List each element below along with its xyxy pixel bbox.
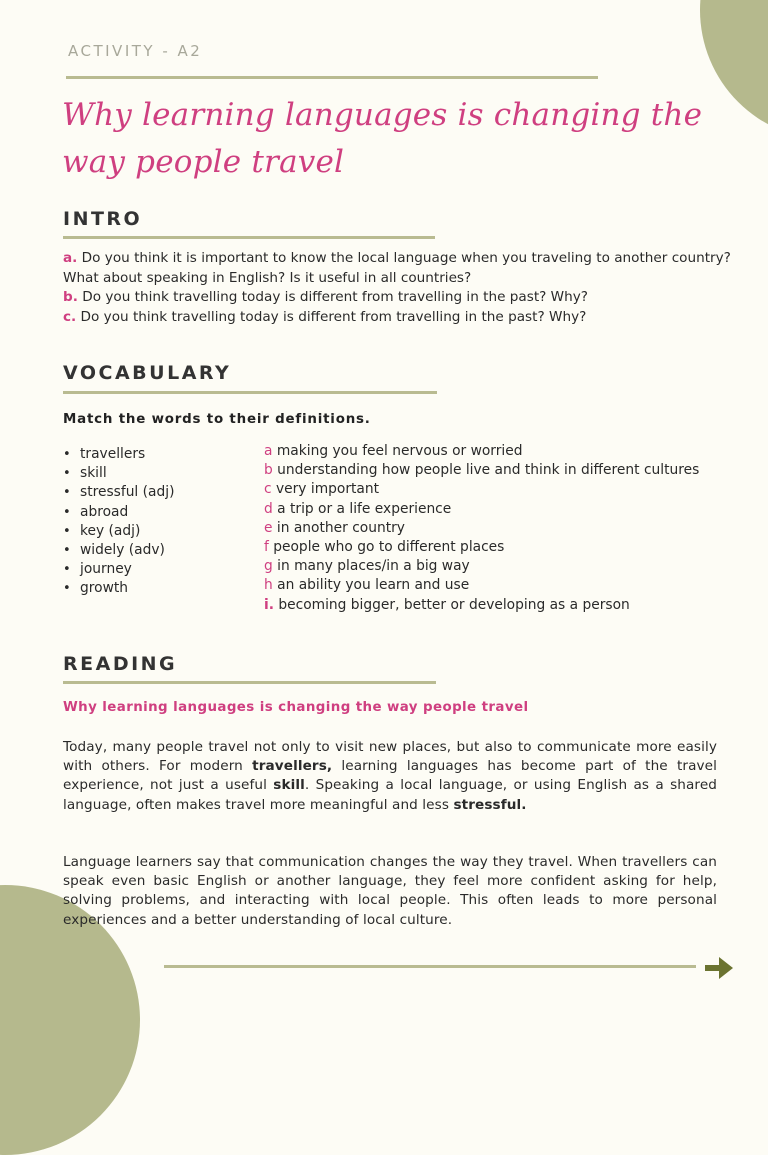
word-item: • journey — [63, 560, 174, 579]
title-line-1: Why learning languages is changing the — [62, 97, 703, 133]
activity-label: ACTIVITY - A2 — [68, 42, 203, 60]
reading-paragraph-1 — [63, 738, 717, 815]
word-list — [63, 445, 174, 599]
definition-item — [264, 596, 734, 615]
arrow-right-icon[interactable] — [703, 955, 735, 981]
definition-item — [264, 557, 734, 576]
bold-term: skill — [273, 777, 305, 794]
question-text: Do you think travelling today is different from travelling in the past? Why? — [77, 289, 588, 305]
word-item: • key (adj) — [63, 522, 174, 541]
definition-item — [264, 576, 734, 595]
word-item: • growth — [63, 579, 174, 598]
definition-text: a trip or a life experience — [272, 500, 452, 517]
reading-heading: READING — [63, 653, 178, 675]
definition-item — [264, 519, 734, 538]
definition-letter: e — [264, 519, 273, 536]
question-b — [63, 288, 733, 308]
definition-text: in many places/in a big way — [272, 558, 470, 575]
definition-letter: c — [264, 481, 272, 498]
vocabulary-heading: VOCABULARY — [63, 362, 232, 384]
definition-text: people who go to different places — [268, 539, 505, 556]
intro-heading: INTRO — [63, 208, 143, 230]
definition-list — [264, 442, 734, 615]
definition-text: becoming bigger, better or developing as a person — [273, 596, 630, 613]
word-item: • widely (adv) — [63, 541, 174, 560]
definition-text: in another country — [272, 519, 405, 536]
divider — [63, 236, 435, 239]
question-letter: a. — [63, 250, 78, 266]
definition-letter: a — [264, 443, 273, 459]
definition-letter: f — [264, 539, 269, 556]
definition-letter: g — [264, 558, 273, 575]
intro-questions — [63, 249, 733, 327]
definition-letter: i. — [264, 596, 274, 613]
definition-text: making you feel nervous or worried — [272, 443, 523, 459]
definition-item — [264, 480, 734, 499]
definition-letter: b — [264, 462, 273, 479]
divider — [63, 391, 437, 394]
word-item: • abroad — [63, 503, 174, 522]
definition-letter: d — [264, 500, 273, 517]
divider — [164, 965, 696, 968]
title-line-2: way people travel — [62, 144, 345, 180]
reading-subtitle: Why learning languages is changing the way people travel — [63, 700, 529, 715]
question-letter: c. — [63, 308, 77, 325]
word-item: • travellers — [63, 445, 174, 464]
question-a — [63, 249, 733, 288]
definition-item — [264, 461, 734, 480]
definition-item — [264, 442, 734, 461]
reading-paragraph-2: Language learners say that communication changes the way they travel. When travellers can speak even basic English or another language, they feel more confident asking for help, solving problems, and interacting with local people. This often leads to more personal experiences and a better understanding of local culture. — [63, 854, 717, 928]
definition-item — [264, 500, 734, 519]
definition-text: an ability you learn and use — [272, 577, 470, 594]
page-title — [62, 92, 752, 186]
paragraph-text: learning languages has become part of the travel experience, not just a useful — [63, 758, 718, 794]
divider — [63, 681, 436, 684]
question-text: Do you think travelling today is different from travelling in the past? Why? — [76, 308, 587, 325]
paragraph-text: . Speaking a local language, or using English as a shared language, often makes travel more meaningful and less — [63, 777, 718, 813]
definition-item — [264, 538, 734, 557]
bold-term: stressful. — [453, 796, 527, 813]
question-text: Do you think it is important to know the local language when you traveling to another country? What about speaking in English? Is it useful in all countries? — [63, 250, 731, 286]
definition-letter: h — [264, 577, 273, 594]
definition-text: understanding how people live and think in different cultures — [272, 462, 700, 479]
vocabulary-instruction: Match the words to their definitions. — [63, 412, 371, 427]
word-item: • stressful (adj) — [63, 483, 174, 502]
question-letter: b. — [63, 289, 78, 305]
bold-term: travellers, — [252, 758, 333, 775]
word-item: • skill — [63, 464, 174, 483]
question-c — [63, 308, 733, 328]
paragraph-text: Today, many people travel not only to visit new places, but also to communicate more easily with others. For modern — [63, 739, 717, 775]
divider — [66, 76, 598, 79]
definition-text: very important — [271, 481, 380, 498]
